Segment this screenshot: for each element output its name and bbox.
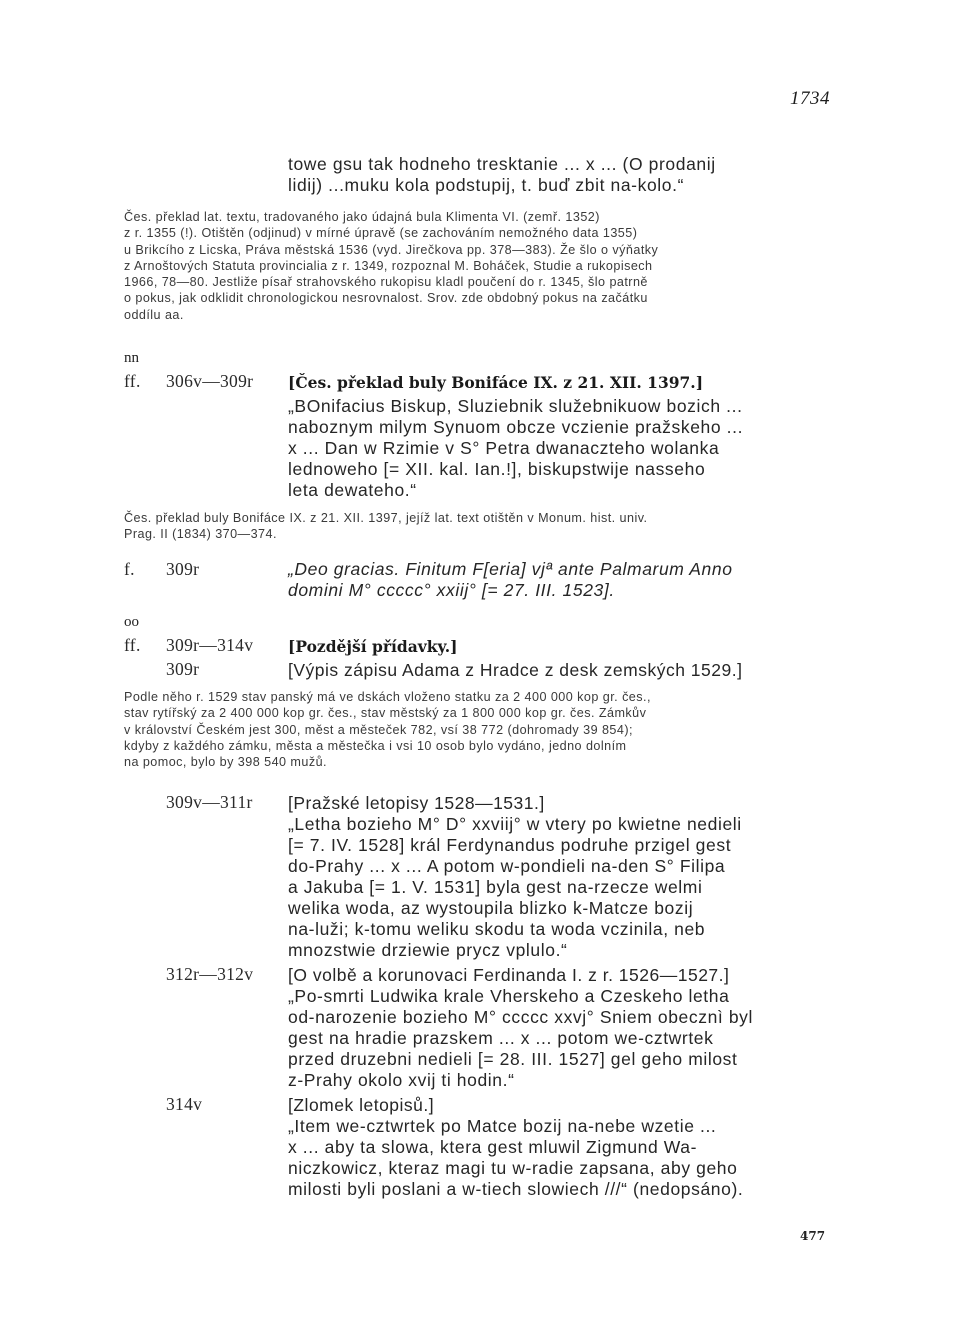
quote-line: leta dewateho.“ <box>288 480 417 500</box>
quote-line: „Po-smrti Ludwika krale Vherskeho a Czeskeho letha <box>288 986 730 1006</box>
folio-ref: 309r <box>166 559 200 579</box>
note-line: u Brikcího z Licska, Práva městská 1536 (vyd. Jirečkova pp. 378—383). Že šlo o výňatky <box>124 242 659 257</box>
quote-line: naboznym milym Synuom obcze vczienie pražskeho ... <box>288 417 744 437</box>
folio-range: 312r—312v <box>166 964 254 984</box>
bull-quote <box>288 396 832 501</box>
colophon-line: „Deo gracias. Finitum F[eria] vjª ante Palmarum Anno <box>288 559 733 579</box>
quote-line: od-narozenie bozieho M° ccccc xxvj° Sniem obecznì byl <box>288 1007 754 1027</box>
quote-line: na-luži; k-tomu weliku skodu ta woda vczinila, neb <box>288 919 706 939</box>
note-line: Čes. překlad lat. textu, tradovaného jako údajná bula Klimenta VI. (zemř. 1352) <box>124 210 600 224</box>
quote-line: mnozstwie drziewie prycz vplulo.“ <box>288 940 568 960</box>
quote-line: welika woda, az wystoupila blizko k-Matcze bozij <box>288 898 694 918</box>
quote-line: do-Prahy ... x ... A potom w-pondieli na-den S° Filipa <box>288 856 726 876</box>
quote-line: „Item we-cztwrtek po Matce bozij na-nebe wzetie ... <box>288 1116 717 1136</box>
folio-ref: 309r <box>166 659 200 679</box>
page-number: 477 <box>800 1229 826 1243</box>
note-line: kdyby z každého zámku, města a městečka i vsi 10 osob bylo vydáno, jedno dolním <box>124 738 627 753</box>
section-letter-oo: oo <box>124 614 139 630</box>
quote-line: „Letha bozieho M° D° xxviij° w vtery po kwietne nedieli <box>288 814 742 834</box>
quote-line: lednoweho [= XII. kal. Ian.!], biskupstwije nasseho <box>288 459 706 479</box>
quote-line: niczkowicz, kteraz magi tu w-radie zapsana, aby geho <box>288 1158 738 1178</box>
section-heading: [Čes. překlad buly Bonifáce IX. z 21. XII. 1397.] <box>288 373 704 392</box>
note-line: 1966, 78—80. Jestliže písař strahovského rukopisu kladl poučení do r. 1345, šlo patrně <box>124 275 648 290</box>
quote-line: lidij) ...muku kola podstupij, t. buď zbit na-kolo.“ <box>288 175 685 195</box>
coronation-quote <box>288 986 832 1091</box>
note-line: oddílu aa. <box>124 307 184 322</box>
quote-line: „BOnifacius Biskup, Sluziebnik služebnikuow bozich ... <box>288 396 743 416</box>
note-line: v království Českém jest 300, měst a městeček 782, vsí 38 772 (dohromady 39 854); <box>124 722 633 737</box>
folio-label: ff. <box>124 635 141 655</box>
section-letter-nn: nn <box>124 350 139 366</box>
section-heading: [Pozdější přídavky.] <box>288 637 458 656</box>
sub-entry-title: [Zlomek letopisů.] <box>288 1095 435 1115</box>
note-line: Prag. II (1834) 370—374. <box>124 527 277 542</box>
continuation-quote <box>288 154 832 196</box>
quote-line: przed druzebni nedieli [= 28. III. 1527] gel geho milost <box>288 1049 738 1069</box>
colophon-line: domini M° ccccc° xxiij° [= 27. III. 1523]. <box>288 580 615 600</box>
editorial-note-3 <box>124 689 830 770</box>
quote-line: x ... Dan w Rzimie v S° Petra dwanaczteho wolanka <box>288 438 720 458</box>
folio-range: 309v—311r <box>166 792 253 812</box>
folio-range: 309r—314v <box>166 635 254 655</box>
folio-label: f. <box>124 559 135 579</box>
fragment-quote <box>288 1116 832 1200</box>
quote-line: x ... aby ta slowa, ktera gest mluwil Zigmund Wa- <box>288 1137 698 1157</box>
note-line: stav rytířský za 2 400 000 kop gr. čes., stav městský za 1 800 000 kop gr. čes. Zámkův <box>124 706 647 721</box>
quote-line: towe gsu tak hodneho tresktanie ... x ... (O prodanij <box>288 154 716 174</box>
folio-label: ff. <box>124 371 141 391</box>
note-line: Čes. překlad buly Bonifáce IX. z 21. XII. 1397, jejíž lat. text otištěn v Monum. hist. univ. <box>124 511 648 525</box>
sub-entry-title: [Výpis zápisu Adama z Hradce z desk zemských 1529.] <box>288 660 743 680</box>
sub-entry-title: [Pražské letopisy 1528—1531.] <box>288 793 545 813</box>
note-line: z r. 1355 (!). Otištěn (odjinud) v mírné úpravě (se zachováním nemožného data 1355) <box>124 226 638 241</box>
folio-range: 306v—309r <box>166 371 254 391</box>
sub-entry-title: [O volbě a korunovaci Ferdinanda I. z r. 1526—1527.] <box>288 965 730 985</box>
editorial-note-2 <box>124 510 830 543</box>
quote-line: gest na hradie prazskem ... x ... potom we-cztwrtek <box>288 1028 714 1048</box>
entry-number: 1734 <box>790 88 830 109</box>
note-line: Podle něho r. 1529 stav panský má ve dskách vloženo statku za 2 400 000 kop gr. čes., <box>124 690 651 704</box>
note-line: na pomoc, bylo by 398 540 mužů. <box>124 755 327 770</box>
editorial-note-1 <box>124 209 830 323</box>
colophon-text <box>288 559 832 601</box>
quote-line: [= 7. IV. 1528] král Ferdynandus podruhe przigel gest <box>288 835 732 855</box>
annals-quote <box>288 814 832 961</box>
note-line: o pokus, jak odklidit chronologickou nesrovnalost. Srov. zde obdobný pokus na začátku <box>124 291 648 306</box>
quote-line: a Jakuba [= 1. V. 1531] byla gest na-rzecze welmi <box>288 877 703 897</box>
quote-line: z-Prahy okolo xvij ti hodin.“ <box>288 1070 515 1090</box>
note-line: z Arnoštových Statuta provincialia z r. 1349, rozpoznal M. Boháček, Studie a rukopisech <box>124 258 653 273</box>
quote-line: milosti byli poslani a w-tiech slowiech ///“ (nedopsáno). <box>288 1179 744 1199</box>
folio-ref: 314v <box>166 1094 203 1114</box>
